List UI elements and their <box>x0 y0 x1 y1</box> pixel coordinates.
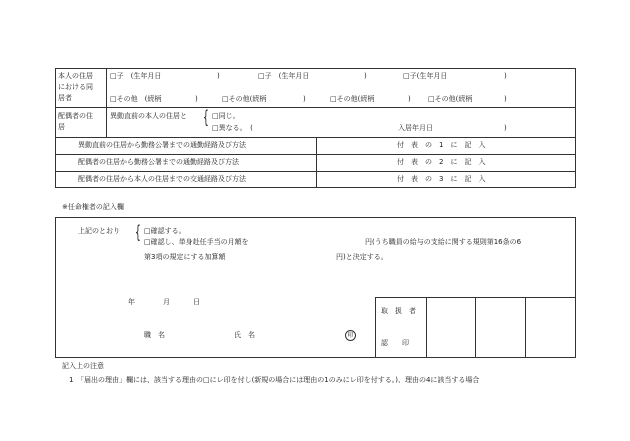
route-label-3: 配偶者の住居から本人の住居までの交通経路及び方法 <box>78 175 246 183</box>
brace-icon: { <box>203 107 209 128</box>
confirm-checkbox[interactable]: □確認する。 <box>144 227 186 235</box>
decide-text: 円)と決定する。 <box>336 253 388 261</box>
route-note-1: 付 表 の 1 に 記 入 <box>397 141 486 149</box>
stamp-box-divider <box>525 297 526 358</box>
route-note-2: 付 表 の 2 に 記 入 <box>397 158 486 166</box>
child-checkbox-2[interactable]: □子 (生年月日 <box>258 72 310 80</box>
spouse-label-2: 居 <box>58 123 65 131</box>
spouse-same-checkbox[interactable]: □同じ。 <box>212 112 240 120</box>
confirm-amount-checkbox[interactable]: □確認し、単身赴任手当の月額を <box>144 238 249 246</box>
cohabitant-label-3: 居者 <box>58 94 72 102</box>
close-paren: ) <box>504 124 507 132</box>
year-label: 年 <box>128 298 135 306</box>
close-paren: ) <box>303 95 306 103</box>
seal-icon: 印 <box>345 330 356 341</box>
other-checkbox-2[interactable]: □その他(続柄 <box>222 95 267 103</box>
post-label: 職 名 <box>144 331 165 339</box>
per-above-label: 上記のとおり <box>78 227 120 235</box>
cohabitant-label-1: 本人の住居 <box>58 72 93 80</box>
notes-item-1: 1 「届出の理由」欄には、該当する理由の□にレ印を付し(新規の場合には理由の1のみにレ印を付する。)、理由の4に該当する場合 <box>69 376 480 384</box>
close-paren: ) <box>217 72 220 80</box>
child-checkbox-1[interactable]: □子 (生年月日 <box>110 72 162 80</box>
close-paren: ) <box>364 72 367 80</box>
other-checkbox-3[interactable]: □その他(続柄 <box>330 95 375 103</box>
amount-yen-text: 円(うち職員の給与の支給に関する規則第16条の6 <box>365 238 522 246</box>
other-checkbox-4[interactable]: □その他(続柄 <box>428 95 473 103</box>
handler-divider <box>375 297 376 358</box>
appointer-heading: ※任命権者の記入欄 <box>62 203 124 211</box>
move-in-date-label: 入居年月日 <box>398 124 433 132</box>
route-column-divider <box>316 137 317 188</box>
close-paren: ) <box>504 72 507 80</box>
month-label: 月 <box>163 298 170 306</box>
label-column-divider <box>106 68 107 137</box>
route-note-3: 付 表 の 3 に 記 入 <box>397 175 486 183</box>
stamp-box-divider <box>426 297 427 358</box>
close-paren: ) <box>195 95 198 103</box>
handler-label: 取 扱 者 <box>381 307 416 315</box>
cohabitant-label-2: における同 <box>58 83 93 91</box>
stamp-box-divider <box>475 297 476 358</box>
certification-seal-label: 認 印 <box>381 339 409 347</box>
spouse-diff-checkbox[interactable]: □異なる。 ( <box>212 124 253 132</box>
close-paren: ) <box>504 95 507 103</box>
row-divider <box>55 107 576 108</box>
route-label-1: 異動直前の住居から勤務公署までの通勤経路及び方法 <box>78 141 246 149</box>
day-label: 日 <box>193 298 200 306</box>
name-label: 氏 名 <box>234 331 255 339</box>
route-label-2: 配偶者の住居から勤務公署までの通勤経路及び方法 <box>78 158 239 166</box>
notes-heading: 記入上の注意 <box>62 362 104 370</box>
spouse-label-1: 配偶者の住 <box>58 112 93 120</box>
addition-text: 第3項の規定にする加算額 <box>144 253 226 261</box>
close-paren: ) <box>408 95 411 103</box>
child-checkbox-3[interactable]: □子(生年月日 <box>403 72 448 80</box>
brace-icon: { <box>135 222 141 243</box>
other-checkbox-1[interactable]: □その他 (続柄 <box>110 95 162 103</box>
spouse-text: 異動直前の本人の住居と <box>110 112 187 120</box>
